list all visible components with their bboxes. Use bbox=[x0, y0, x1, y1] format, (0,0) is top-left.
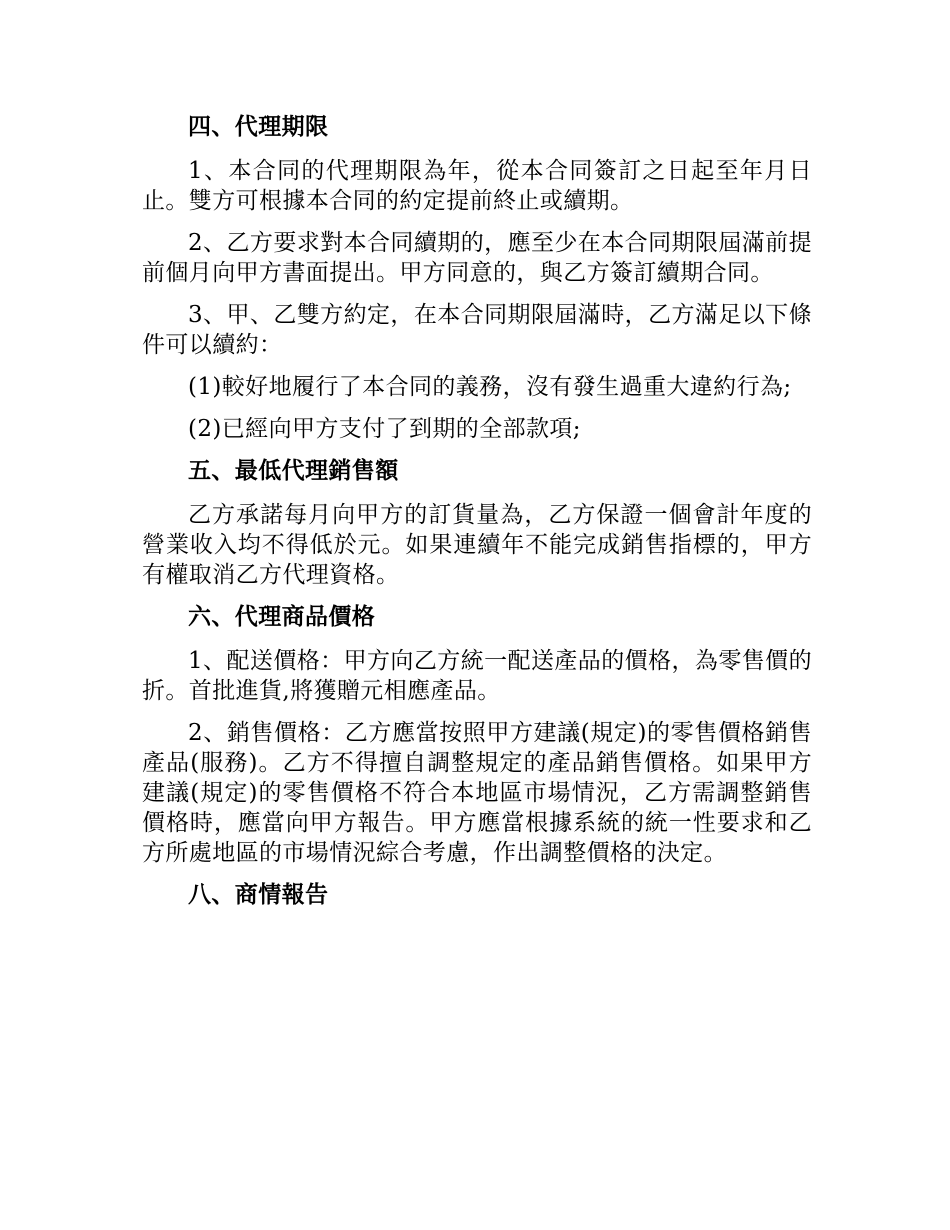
section-product-price bbox=[142, 602, 812, 868]
paragraph: (2)已經向甲方支付了到期的全部款項; bbox=[188, 416, 581, 442]
section-market-report bbox=[142, 880, 812, 910]
paragraph: 2、乙方要求對本合同續期的，應至少在本合同期限屆滿前提前個月向甲方書面提出。甲方同意的，與乙方簽訂續期合同。 bbox=[142, 230, 812, 286]
paragraph: (1)較好地履行了本合同的義務，沒有發生過重大違約行為; bbox=[188, 374, 792, 400]
document-page bbox=[142, 112, 812, 924]
paragraph: 3、甲、乙雙方約定，在本合同期限屆滿時，乙方滿足以下條件可以續約： bbox=[142, 302, 812, 358]
paragraph: 1、配送價格：甲方向乙方統一配送產品的價格，為零售價的折。首批進貨,將獲贈元相應產品。 bbox=[142, 648, 812, 704]
section-agency-term bbox=[142, 112, 812, 444]
paragraph: 乙方承諾每月向甲方的訂貨量為，乙方保證一個會計年度的營業收入均不得低於元。如果連續年不能完成銷售指標的，甲方有權取消乙方代理資格。 bbox=[142, 502, 812, 588]
section-heading: 四、代理期限 bbox=[188, 113, 329, 140]
section-heading: 八、商情報告 bbox=[188, 881, 329, 908]
section-heading: 五、最低代理銷售額 bbox=[188, 457, 399, 484]
paragraph: 1、本合同的代理期限為年，從本合同簽訂之日起至年月日止。雙方可根據本合同的約定提前終止或續期。 bbox=[142, 158, 812, 214]
paragraph: 2、銷售價格：乙方應當按照甲方建議(規定)的零售價格銷售產品(服務)。乙方不得擅自調整規定的產品銷售價格。如果甲方建議(規定)的零售價格不符合本地區市場情況，乙方需調整銷售價格時，應當向甲方報告。甲方應當根據系統的統一性要求和乙方所處地區的市場情況綜合考慮，作出調整價格的決定。 bbox=[142, 720, 812, 866]
section-minimum-sales bbox=[142, 456, 812, 590]
section-heading: 六、代理商品價格 bbox=[188, 603, 376, 630]
